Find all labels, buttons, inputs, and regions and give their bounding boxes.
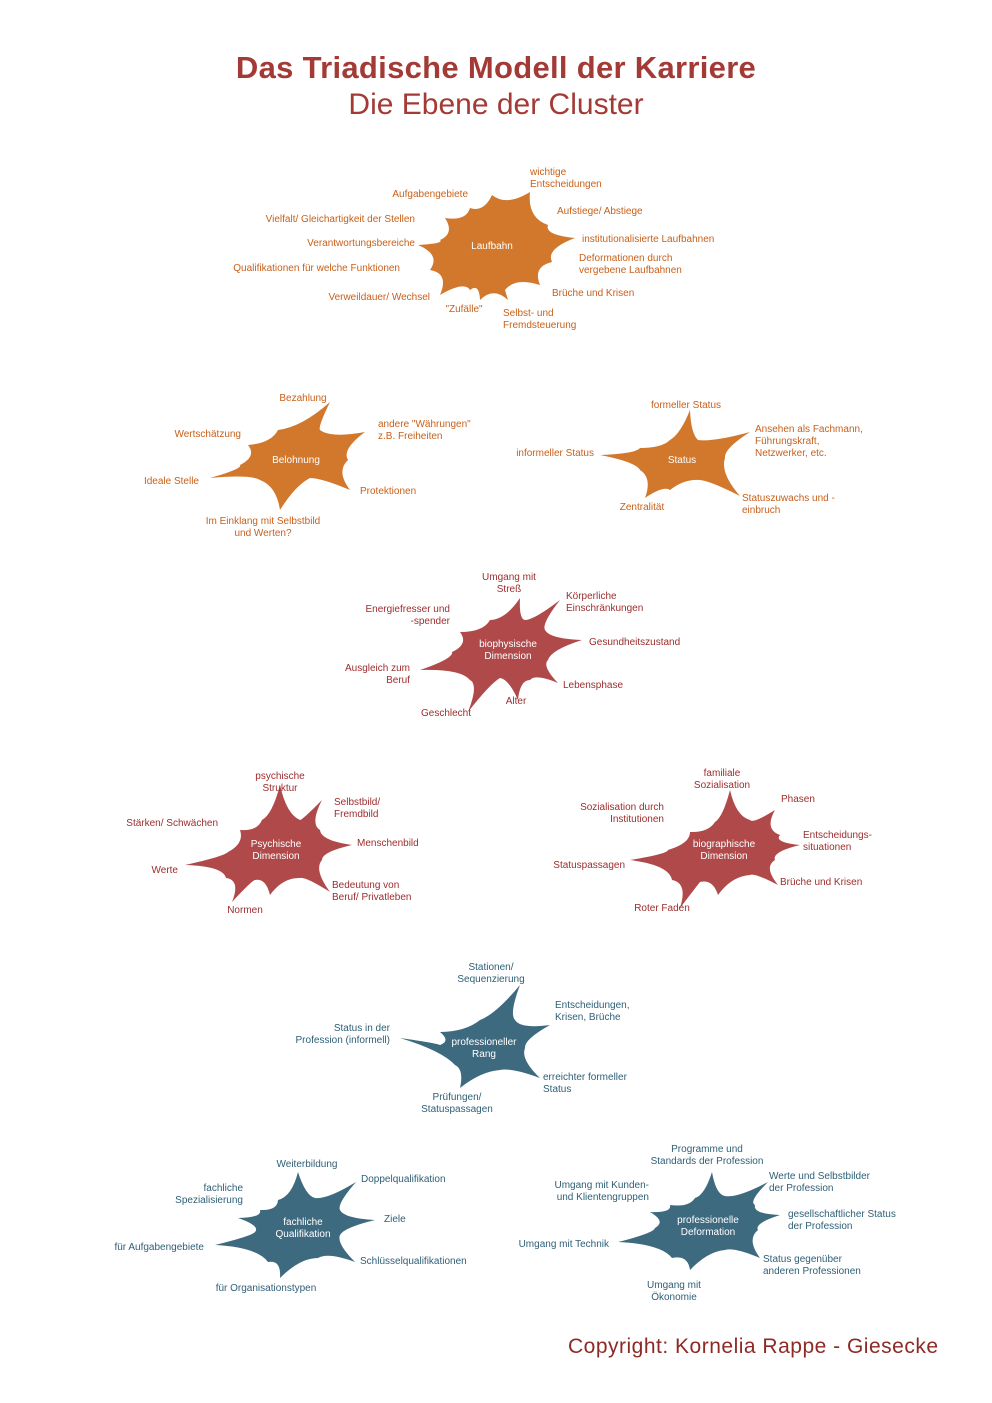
cluster-item-label: Körperliche Einschränkungen	[566, 591, 644, 614]
cluster-item-label: Ausgleich zum Beruf	[344, 663, 410, 686]
cluster-item-label: Umgang mit Ökonomie	[647, 1280, 701, 1303]
cluster-item-label: Statuszuwachs und -einbruch	[742, 493, 835, 516]
cluster-item-label: Umgang mit Kunden-und Klientengruppen	[554, 1180, 649, 1203]
cluster-center-label: professioneller Rang	[451, 1037, 517, 1060]
cluster-laufbahn	[233, 167, 714, 331]
cluster-item-label: Aufstiege/ Abstiege	[557, 206, 643, 217]
cluster-item-label: Weiterbildung	[276, 1159, 338, 1170]
cluster-item-label: Entscheidungen, Krisen, Brüche	[555, 1000, 630, 1023]
cluster-item-label: Energiefresser und -spender	[365, 604, 450, 627]
cluster-item-label: fachliche Spezialisierung	[175, 1183, 243, 1206]
cluster-status	[516, 400, 863, 516]
cluster-center-label: fachliche Qualifikation	[275, 1217, 331, 1240]
cluster-item-label: informeller Status	[516, 448, 594, 459]
cluster-item-label: Geschlecht	[420, 708, 472, 719]
cluster-item-label: Menschenbild	[357, 838, 419, 849]
cluster-center-label: professionelle Deformation	[677, 1215, 739, 1238]
cluster-center-label: Psychische Dimension	[250, 839, 302, 862]
cluster-item-label: Entscheidungs-situationen	[803, 830, 872, 853]
cluster-item-label: Wertschätzung	[174, 429, 241, 440]
cluster-item-label: Lebensphase	[563, 680, 624, 691]
cluster-item-label: gesellschaftlicher Status der Profession	[788, 1209, 896, 1232]
cluster-rang	[296, 962, 630, 1115]
page-title: Das Triadische Modell der Karriere	[235, 50, 757, 85]
cluster-item-label: Aufgabengebiete	[392, 189, 468, 200]
cluster-item-label: Qualifikationen für welche Funktionen	[233, 263, 400, 274]
cluster-item-label: Werte	[151, 865, 178, 876]
cluster-item-label: Ziele	[384, 1214, 406, 1225]
cluster-center-label: biographische Dimension	[692, 839, 756, 862]
cluster-item-label: Schlüsselqualifikationen	[360, 1256, 467, 1267]
cluster-item-label: Phasen	[781, 794, 815, 805]
cluster-item-label: psychische Struktur	[255, 771, 305, 794]
cluster-item-label: Ideale Stelle	[143, 476, 199, 487]
page-subtitle: Die Ebene der Cluster	[348, 88, 644, 121]
cluster-item-label: Prüfungen/ Statuspassagen	[421, 1092, 493, 1115]
cluster-item-label: Brüche und Krisen	[780, 877, 863, 888]
cluster-item-label: Programme und Standards der Profession	[650, 1144, 764, 1167]
cluster-item-label: Doppelqualifikation	[361, 1174, 446, 1185]
cluster-item-label: institutionalisierte Laufbahnen	[582, 234, 715, 245]
cluster-item-label: Vielfalt/ Gleichartigkeit der Stellen	[265, 214, 415, 225]
cluster-shape	[600, 410, 750, 498]
cluster-item-label: "Zufälle"	[445, 304, 483, 315]
cluster-item-label: Roter Faden	[634, 903, 690, 914]
cluster-item-label: erreichter formeller Status	[543, 1072, 627, 1095]
cluster-item-label: Status gegenüber anderen Professionen	[763, 1254, 861, 1277]
cluster-item-label: Umgang mit Streß	[482, 572, 536, 595]
cluster-deformation	[519, 1144, 896, 1303]
cluster-item-label: formeller Status	[650, 400, 722, 411]
cluster-item-label: Protektionen	[360, 486, 417, 497]
cluster-item-label: für Aufgabengebiete	[114, 1242, 204, 1253]
cluster-item-label: Brüche und Krisen	[552, 288, 635, 299]
cluster-item-label: für Organisationstypen	[215, 1283, 317, 1294]
cluster-item-label: Selbst- und Fremdsteuerung	[503, 308, 577, 331]
cluster-item-label: Status in der Profession (informell)	[295, 1023, 390, 1046]
cluster-item-label: Alter	[505, 696, 527, 707]
cluster-item-label: Stationen/ Sequenzierung	[457, 962, 525, 985]
cluster-item-label: Gesundheitszustand	[589, 637, 681, 648]
cluster-center-label: Belohnung	[272, 455, 320, 466]
cluster-item-label: wichtige Entscheidungen	[530, 167, 602, 190]
cluster-biophysisch	[345, 572, 680, 719]
cluster-psychisch	[126, 771, 418, 916]
cluster-item-label: Ansehen als Fachmann, Führungskraft, Netzwerker, etc.	[755, 424, 863, 459]
cluster-center-label: Status	[667, 455, 697, 466]
cluster-center-label: biophysische Dimension	[479, 639, 537, 662]
cluster-belohnung	[144, 393, 471, 539]
cluster-item-label: Statuspassagen	[553, 860, 625, 871]
cluster-item-label: Bezahlung	[279, 393, 327, 404]
cluster-qualifikation	[114, 1159, 466, 1294]
cluster-item-label: Werte und Selbstbilder der Profession	[769, 1171, 870, 1194]
cluster-center-label: Laufbahn	[471, 241, 513, 252]
cluster-item-label: Selbstbild/ Fremdbild	[334, 797, 381, 820]
cluster-item-label: andere "Währungen" z.B. Freiheiten	[378, 419, 471, 442]
cluster-item-label: Verweildauer/ Wechsel	[328, 292, 430, 303]
cluster-item-label: Zentralität	[619, 502, 665, 513]
cluster-item-label: Im Einklang mit Selbstbild und Werten?	[205, 516, 321, 539]
cluster-biographisch	[553, 768, 872, 914]
cluster-item-label: Umgang mit Technik	[518, 1239, 609, 1250]
copyright-notice: Copyright: Kornelia Rappe - Giesecke	[568, 1335, 939, 1358]
cluster-item-label: Sozialisation durch Institutionen	[580, 802, 664, 825]
cluster-item-label: familiale Sozialisation	[693, 768, 751, 791]
cluster-item-label: Deformationen durch vergebene Laufbahnen	[579, 253, 682, 276]
cluster-item-label: Stärken/ Schwächen	[126, 818, 218, 829]
cluster-item-label: Verantwortungsbereiche	[307, 238, 415, 249]
cluster-item-label: Bedeutung von Beruf/ Privatleben	[332, 880, 412, 903]
cluster-item-label: Normen	[227, 905, 263, 916]
